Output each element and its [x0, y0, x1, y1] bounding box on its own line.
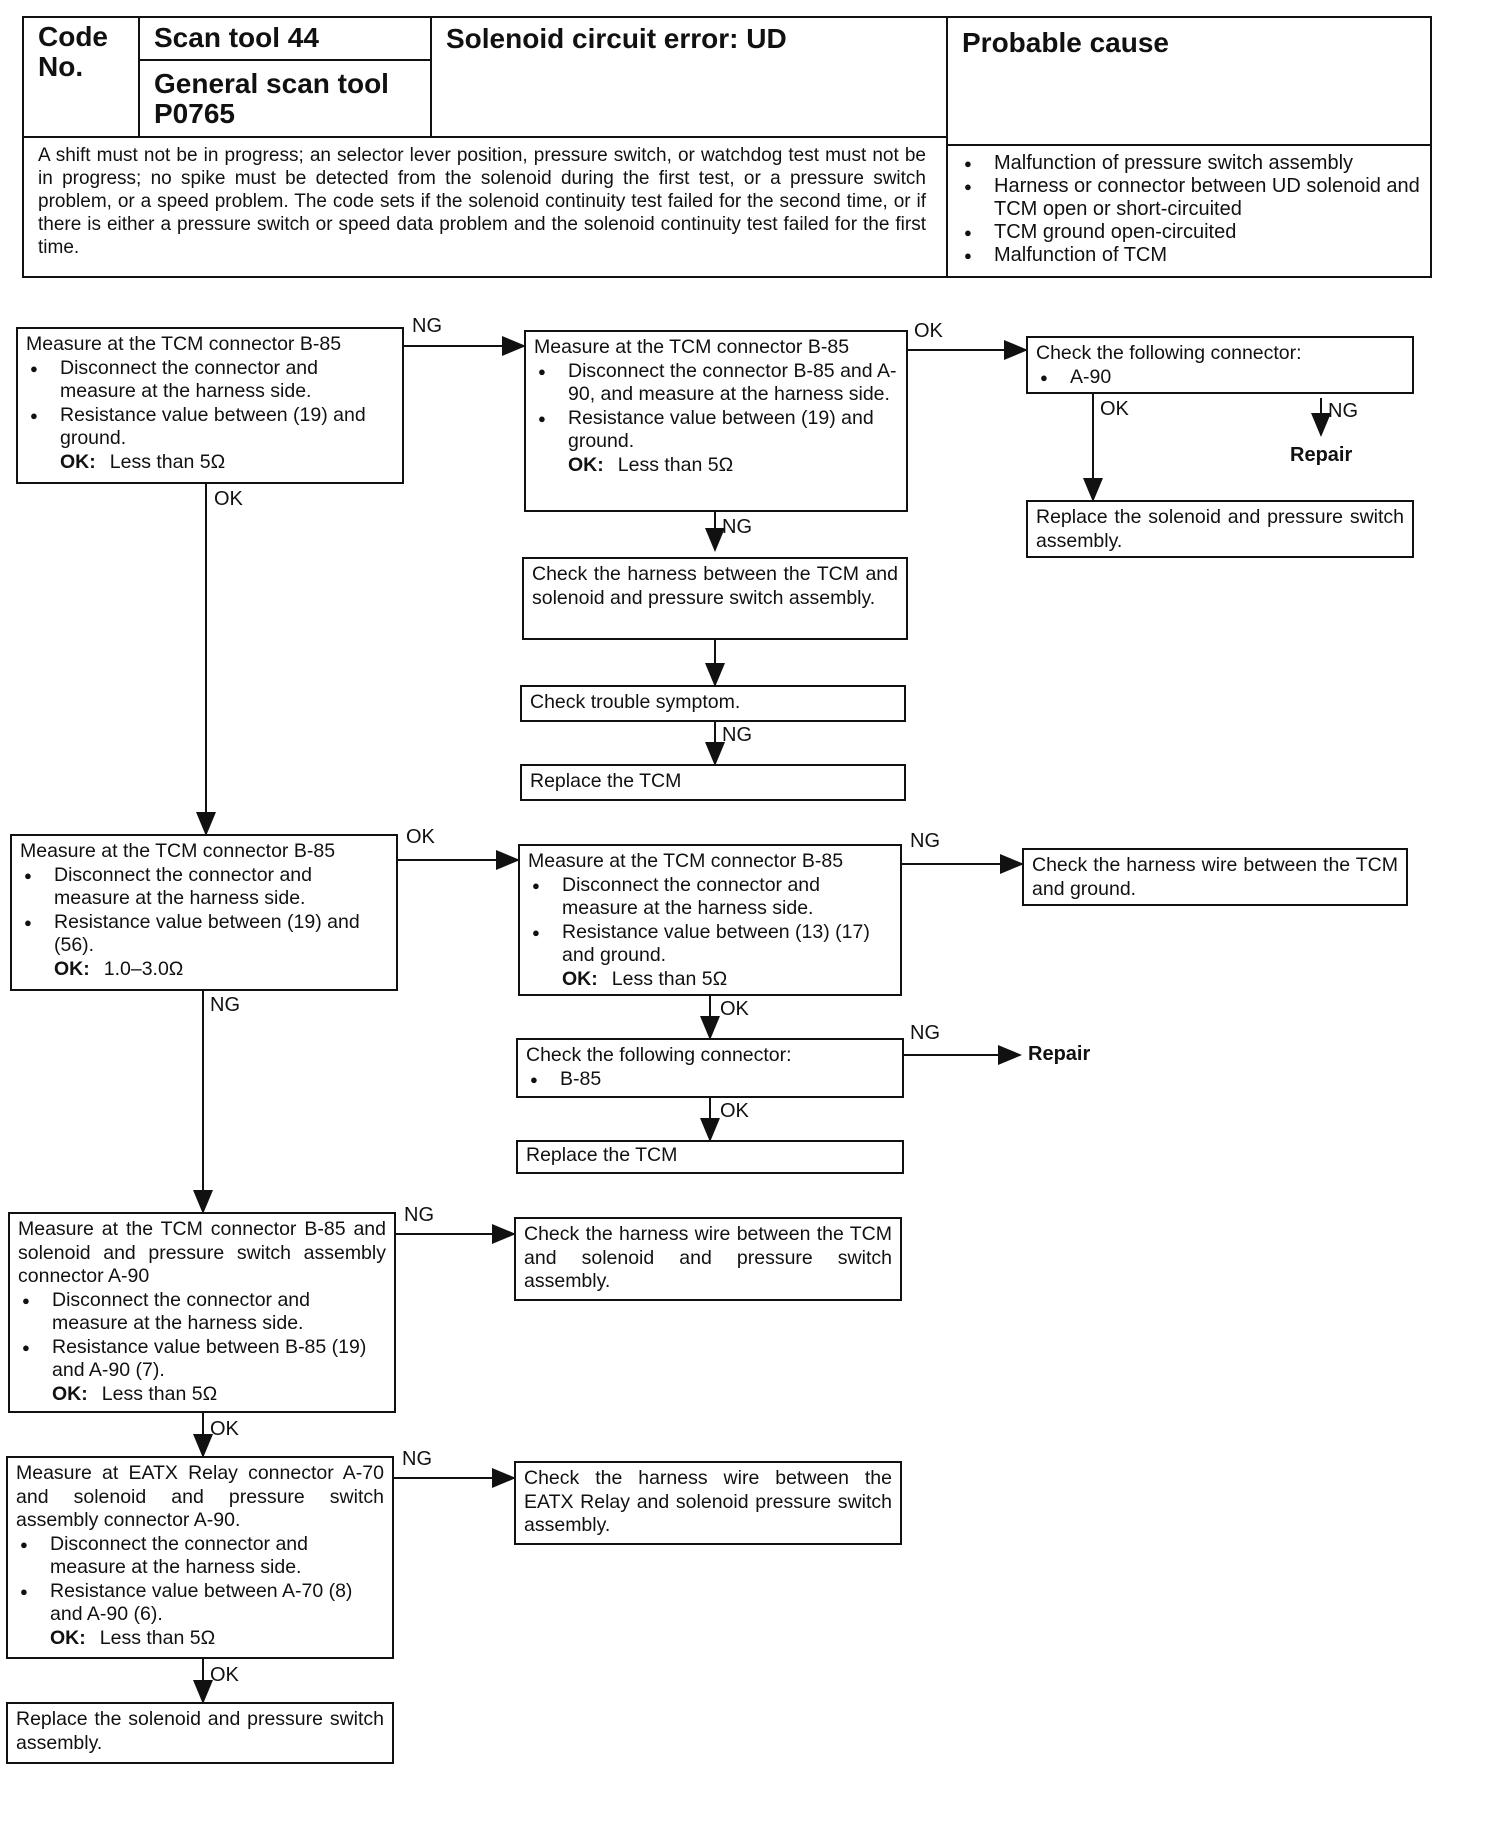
label-ok: OK	[406, 826, 435, 848]
check-bullet: ● B-85	[526, 1068, 894, 1092]
label-ng: NG	[722, 516, 752, 538]
cause-item: ● TCM ground open-circuited	[954, 221, 1424, 244]
label-ok: OK	[720, 998, 749, 1020]
ok-value: Less than 5Ω	[101, 1382, 218, 1405]
step-ok-criterion	[528, 968, 892, 992]
check-bullet: ● A-90	[1036, 366, 1404, 390]
description-text: A shift must not be in progress; an selector lever position, pressure switch, or watchdog test must not be in progress; no spike must be detected from the solenoid during the first test, or a pressure switch problem, or a speed problem. The code sets if the solenoid continuity test failed for the second time, or if there is either a pressure switch or speed data problem and the solenoid continuity test failed for the first time.	[38, 145, 926, 258]
label-ng: NG	[412, 315, 442, 337]
label-ng: NG	[210, 994, 240, 1016]
replace-solenoid-box-2	[6, 1702, 394, 1764]
step-ok-criterion	[20, 958, 388, 982]
step-title: Measure at EATX Relay connector A-70 and solenoid and pressure switch assembly connector A-90.	[16, 1462, 384, 1531]
label-ng: NG	[910, 1022, 940, 1044]
label-ok: OK	[214, 488, 243, 510]
ok-label: OK:	[60, 450, 96, 473]
step-bullet: ● Resistance value between B-85 (19) and A-90 (7).	[18, 1336, 386, 1383]
action-text: Check trouble symptom.	[530, 691, 741, 713]
action-text: Check the harness wire between the TCM and ground.	[1032, 854, 1398, 900]
check-harness-box-2	[514, 1217, 902, 1301]
step-bullet: ● Disconnect the connector B-85 and A-90, and measure at the harness side.	[534, 360, 898, 407]
step3-box	[8, 1212, 396, 1413]
label-ng: NG	[1328, 400, 1358, 422]
step-ok-criterion	[534, 454, 898, 478]
repair-label: Repair	[1028, 1043, 1091, 1065]
label-ok: OK	[210, 1664, 239, 1686]
check-b85-box	[516, 1038, 904, 1098]
ok-label: OK:	[568, 453, 604, 476]
step-title: Measure at the TCM connector B-85	[528, 850, 844, 872]
check-harness-ground-box	[1022, 848, 1408, 906]
step-title: Measure at the TCM connector B-85	[26, 333, 342, 355]
check-title: Check the following connector:	[526, 1044, 792, 1066]
check-title: Check the following connector:	[1036, 342, 1302, 364]
action-text: Check the harness wire between the EATX Relay and solenoid pressure switch assembly.	[524, 1467, 892, 1536]
step-title: Measure at the TCM connector B-85	[20, 840, 336, 862]
replace-tcm-box-1	[520, 764, 906, 801]
ok-value: 1.0–3.0Ω	[103, 957, 184, 980]
action-text: Check the harness between the TCM and solenoid and pressure switch assembly.	[532, 563, 898, 609]
replace-tcm-box-2	[516, 1140, 904, 1174]
check-harness-box-1	[522, 557, 908, 640]
check-harness-box-3	[514, 1461, 902, 1545]
step2b-box	[518, 844, 902, 996]
ok-value: Less than 5Ω	[617, 453, 734, 476]
label-ng: NG	[910, 830, 940, 852]
probable-cause-heading: Probable cause	[962, 27, 1169, 58]
step-ok-criterion	[16, 1627, 384, 1651]
label-ng: NG	[404, 1204, 434, 1226]
label-ok: OK	[1100, 398, 1129, 420]
ok-label: OK:	[562, 967, 598, 990]
step-ok-criterion	[18, 1383, 386, 1407]
step-bullet: ● Disconnect the connector and measure at the harness side.	[528, 874, 892, 921]
ok-value: Less than 5Ω	[109, 450, 226, 473]
repair-label: Repair	[1290, 444, 1353, 466]
step-bullet: ● Resistance value between (13) (17) and ground.	[528, 921, 892, 968]
label-ng: NG	[722, 724, 752, 746]
label-ng: NG	[402, 1448, 432, 1470]
replace-solenoid-box-1	[1026, 500, 1414, 558]
step-bullet: ● Disconnect the connector and measure at the harness side.	[20, 864, 388, 911]
step-bullet: ● Disconnect the connector and measure at the harness side.	[18, 1289, 386, 1336]
scan-tool-label: Scan tool 44	[154, 22, 319, 53]
action-text: Check the harness wire between the TCM and solenoid and pressure switch assembly.	[524, 1223, 892, 1292]
step1b-box	[524, 330, 908, 512]
step-bullet: ● Resistance value between (19) and (56).	[20, 911, 388, 958]
step1-box	[16, 327, 404, 484]
step-bullet: ● Disconnect the connector and measure at the harness side.	[26, 357, 394, 404]
cause-item: ● Malfunction of TCM	[954, 244, 1424, 267]
ok-label: OK:	[52, 1382, 88, 1405]
step-title: Measure at the TCM connector B-85 and solenoid and pressure switch assembly connector A-90	[18, 1218, 386, 1287]
ok-label: OK:	[54, 957, 90, 980]
ok-value: Less than 5Ω	[611, 967, 728, 990]
cause-item: ● Malfunction of pressure switch assembly	[954, 152, 1424, 175]
label-ok: OK	[210, 1418, 239, 1440]
dtc-title: Solenoid circuit error: UD	[446, 23, 787, 54]
cause-item: ● Harness or connector between UD solenoid and TCM open or short-circuited	[954, 175, 1424, 221]
action-text: Replace the TCM	[526, 1144, 678, 1166]
step-bullet: ● Resistance value between (19) and ground.	[26, 404, 394, 451]
step-bullet: ● Resistance value between A-70 (8) and A-90 (6).	[16, 1580, 384, 1627]
ok-label: OK:	[50, 1626, 86, 1649]
check-trouble-box	[520, 685, 906, 722]
general-scan-tool-label: General scan tool P0765	[154, 68, 389, 129]
step-bullet: ● Resistance value between (19) and ground.	[534, 407, 898, 454]
code-no-label: Code No.	[38, 21, 108, 82]
step-title: Measure at the TCM connector B-85	[534, 336, 850, 358]
ok-value: Less than 5Ω	[99, 1626, 216, 1649]
step-bullet: ● Disconnect the connector and measure at the harness side.	[16, 1533, 384, 1580]
label-ok: OK	[720, 1100, 749, 1122]
step2-box	[10, 834, 398, 991]
action-text: Replace the solenoid and pressure switch assembly.	[1036, 506, 1404, 552]
check-a90-box	[1026, 336, 1414, 394]
step4-box	[6, 1456, 394, 1659]
label-ok: OK	[914, 320, 943, 342]
step-ok-criterion	[26, 451, 394, 475]
action-text: Replace the TCM	[530, 770, 682, 792]
action-text: Replace the solenoid and pressure switch assembly.	[16, 1708, 384, 1754]
